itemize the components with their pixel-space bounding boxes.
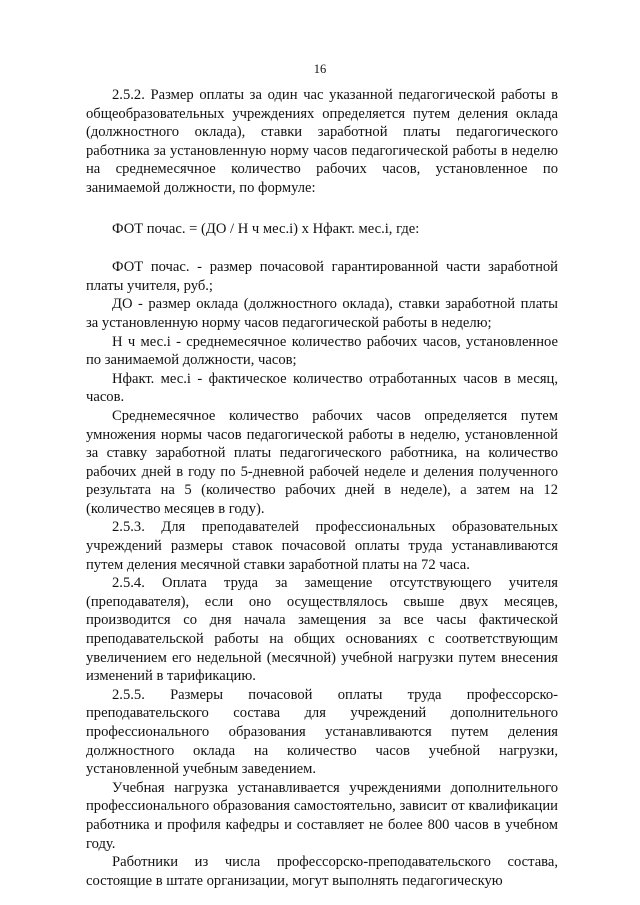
formula: ФОТ почас. = (ДО / Н ч мес.i) х Нфакт. мес.i, где: [112, 220, 420, 237]
paragraph-2-5-3: 2.5.3. Для преподавателей профессиональных образовательных учреждений размеры ставок почасовой оплаты труда устанавливаются путем деления месячной ставки заработной платы на 72 часа. [86, 519, 558, 573]
document-body [86, 86, 558, 890]
paragraph-2-5-2: 2.5.2. Размер оплаты за один час указанной педагогической работы в общеобразовательных учреждениях определяется путем деления оклада (должностного оклада), ставки заработной платы педагогического работника за установленную норму часов педагогической работы в неделю на среднемесячное количество рабочих часов, установленное по занимаемой должности, по формуле: [86, 87, 558, 196]
paragraph-2-5-4: 2.5.4. Оплата труда за замещение отсутствующего учителя (преподавателя), если оно осуществлялось свыше двух месяцев, производится со дня начала замещения за все часы фактической преподавательской работы на общих основаниях с соответствующим увеличением его недельной (месячной) учебной нагрузки путем внесения изменений в тарификацию. [86, 575, 558, 685]
definition-fot: ФОТ почас. - размер почасовой гарантированной части заработной платы учителя, руб.; [86, 259, 558, 294]
definition-actual-hours: Нфакт. мес.i - фактическое количество отработанных часов в месяц, часов. [86, 370, 558, 406]
paragraph-staff-workers: Работники из числа профессорско-преподавательского состава, состоящие в штате организации, могут выполнять педагогическую [86, 854, 558, 889]
page-number: 16 [313, 62, 327, 76]
paragraph-2-5-5: 2.5.5. Размеры почасовой оплаты труда профессорско-преподавательского состава для учреждений дополнительного профессионального образования устанавливаются путем деления должностного оклада на количество часов учебной нагрузки, установленной учебным заведением. [86, 686, 558, 778]
definition-hours-norm: Н ч мес.i - среднемесячное количество рабочих часов, установленное по занимаемой должности, часов; [86, 333, 558, 369]
paragraph-teaching-load: Учебная нагрузка устанавливается учреждениями дополнительного профессионального образования самостоятельно, зависит от квалификации работника и профиля кафедры и составляет не более 800 часов в учебном году. [86, 779, 558, 852]
definition-do: ДО - размер оклада (должностного оклада), ставки заработной платы за установленную норму часов педагогической работы в неделю; [86, 296, 558, 331]
paragraph-average-hours: Среднемесячное количество рабочих часов определяется путем умножения нормы часов педагогической работы в неделю, установленной за ставку заработной платы педагогического работника, на количество рабочих дней в году по 5-дневной рабочей неделе и деления полученного результата на 5 (количество рабочих дней в неделе), а затем на 12 (количество месяцев в году). [86, 407, 558, 517]
